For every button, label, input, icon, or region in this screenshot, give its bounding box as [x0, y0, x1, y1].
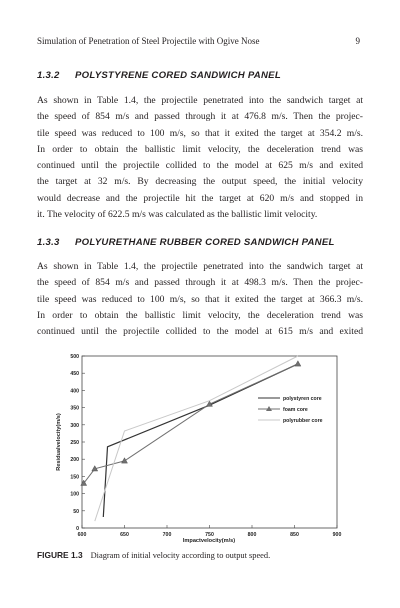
x-axis-label: Impactvelocity(m/s) [182, 538, 236, 544]
series-line [95, 356, 298, 521]
text-line: In order to obtain the ballistic limit velocity, the deceleration trend was [37, 143, 363, 155]
section-number: 1.3.2 [37, 70, 60, 81]
section-title: POLYURETHANE RUBBER CORED SANDWICH PANEL [75, 237, 335, 248]
data-point [295, 361, 301, 366]
text-line: tile speed was reduced to 100 m/s, so that it exited the target at 366.3 m/s. [37, 293, 363, 305]
section-heading-1-3-3 [37, 237, 335, 248]
figure-caption [37, 550, 270, 560]
series-line [84, 364, 298, 483]
y-tick-label: 500 [70, 354, 79, 360]
text-line: it. The velocity of 622.5 m/s was calculated as the ballistic limit velocity. [37, 209, 318, 221]
text-line: As shown in Table 1.4, the projectile penetrated into the sandwich target at [37, 95, 363, 106]
y-tick-label: 300 [70, 422, 79, 429]
text-line: continued until the projectile collided to the model at 615 m/s and exited [37, 326, 363, 338]
x-tick-label: 600 [77, 532, 87, 538]
running-header [37, 36, 360, 46]
velocity-line-chart [0, 340, 400, 545]
x-tick-label: 650 [120, 532, 129, 538]
series-lines [81, 356, 301, 521]
x-tick-label: 750 [205, 532, 214, 538]
y-tick-label: 150 [70, 474, 79, 481]
legend-label: polyrubber core [283, 418, 323, 424]
y-tick-label: 400 [70, 388, 79, 395]
y-tick-label: 100 [70, 491, 79, 498]
legend [258, 396, 323, 424]
x-axis-ticks [78, 525, 342, 538]
y-tick-label: 0 [76, 526, 79, 532]
y-axis-label: Residualvelocity(m/s) [56, 413, 62, 471]
section-1-3-2-paragraph [37, 93, 363, 223]
text-line: As shown in Table 1.4, the projectile penetrated into the sandwich target at [37, 261, 363, 272]
text-line: the speed of 854 m/s and passed through it at 498.3 m/s. Then the projec- [37, 277, 363, 289]
text-line: continued until the projectile collided to the model at 625 m/s and exited [37, 160, 363, 172]
legend-label: foam core [283, 407, 308, 413]
x-tick-label: 850 [290, 532, 299, 538]
y-tick-label: 50 [73, 508, 79, 515]
text-line: In order to obtain the ballistic limit velocity, the deceleration trend was [37, 309, 363, 321]
x-tick-label: 700 [162, 532, 172, 538]
legend-label: polystyren core [283, 396, 322, 402]
running-title: Simulation of Penetration of Steel Projectile with Ogive Nose [37, 36, 260, 46]
x-tick-label: 800 [247, 532, 257, 538]
y-tick-label: 350 [70, 405, 79, 412]
text-line: would decrease and the projectile hit the target at 620 m/s and stopped in [37, 192, 363, 204]
text-line: tile speed was reduced to 100 m/s, so that it exited the target at 354.2 m/s. [37, 127, 363, 139]
data-point [122, 458, 128, 463]
y-tick-label: 200 [70, 457, 79, 464]
text-line: the speed of 854 m/s and passed through it at 476.8 m/s. Then the projec- [37, 111, 363, 123]
y-tick-label: 250 [70, 440, 79, 446]
series-line [103, 364, 298, 517]
y-axis-ticks [70, 354, 85, 532]
figure-caption-text: Diagram of initial velocity according to output speed. [90, 551, 271, 560]
y-tick-label: 450 [70, 371, 79, 378]
text-line: the target at 32 m/s. By decreasing the output speed, the initial velocity [37, 176, 363, 188]
section-1-3-3-paragraph [37, 259, 363, 340]
section-title: POLYSTYRENE CORED SANDWICH PANEL [75, 70, 281, 81]
figure-label: FIGURE 1.3 [37, 550, 83, 560]
page-number: 9 [355, 36, 360, 46]
section-number: 1.3.3 [37, 237, 60, 248]
section-heading-1-3-2 [37, 70, 281, 81]
x-tick-label: 900 [332, 532, 342, 538]
